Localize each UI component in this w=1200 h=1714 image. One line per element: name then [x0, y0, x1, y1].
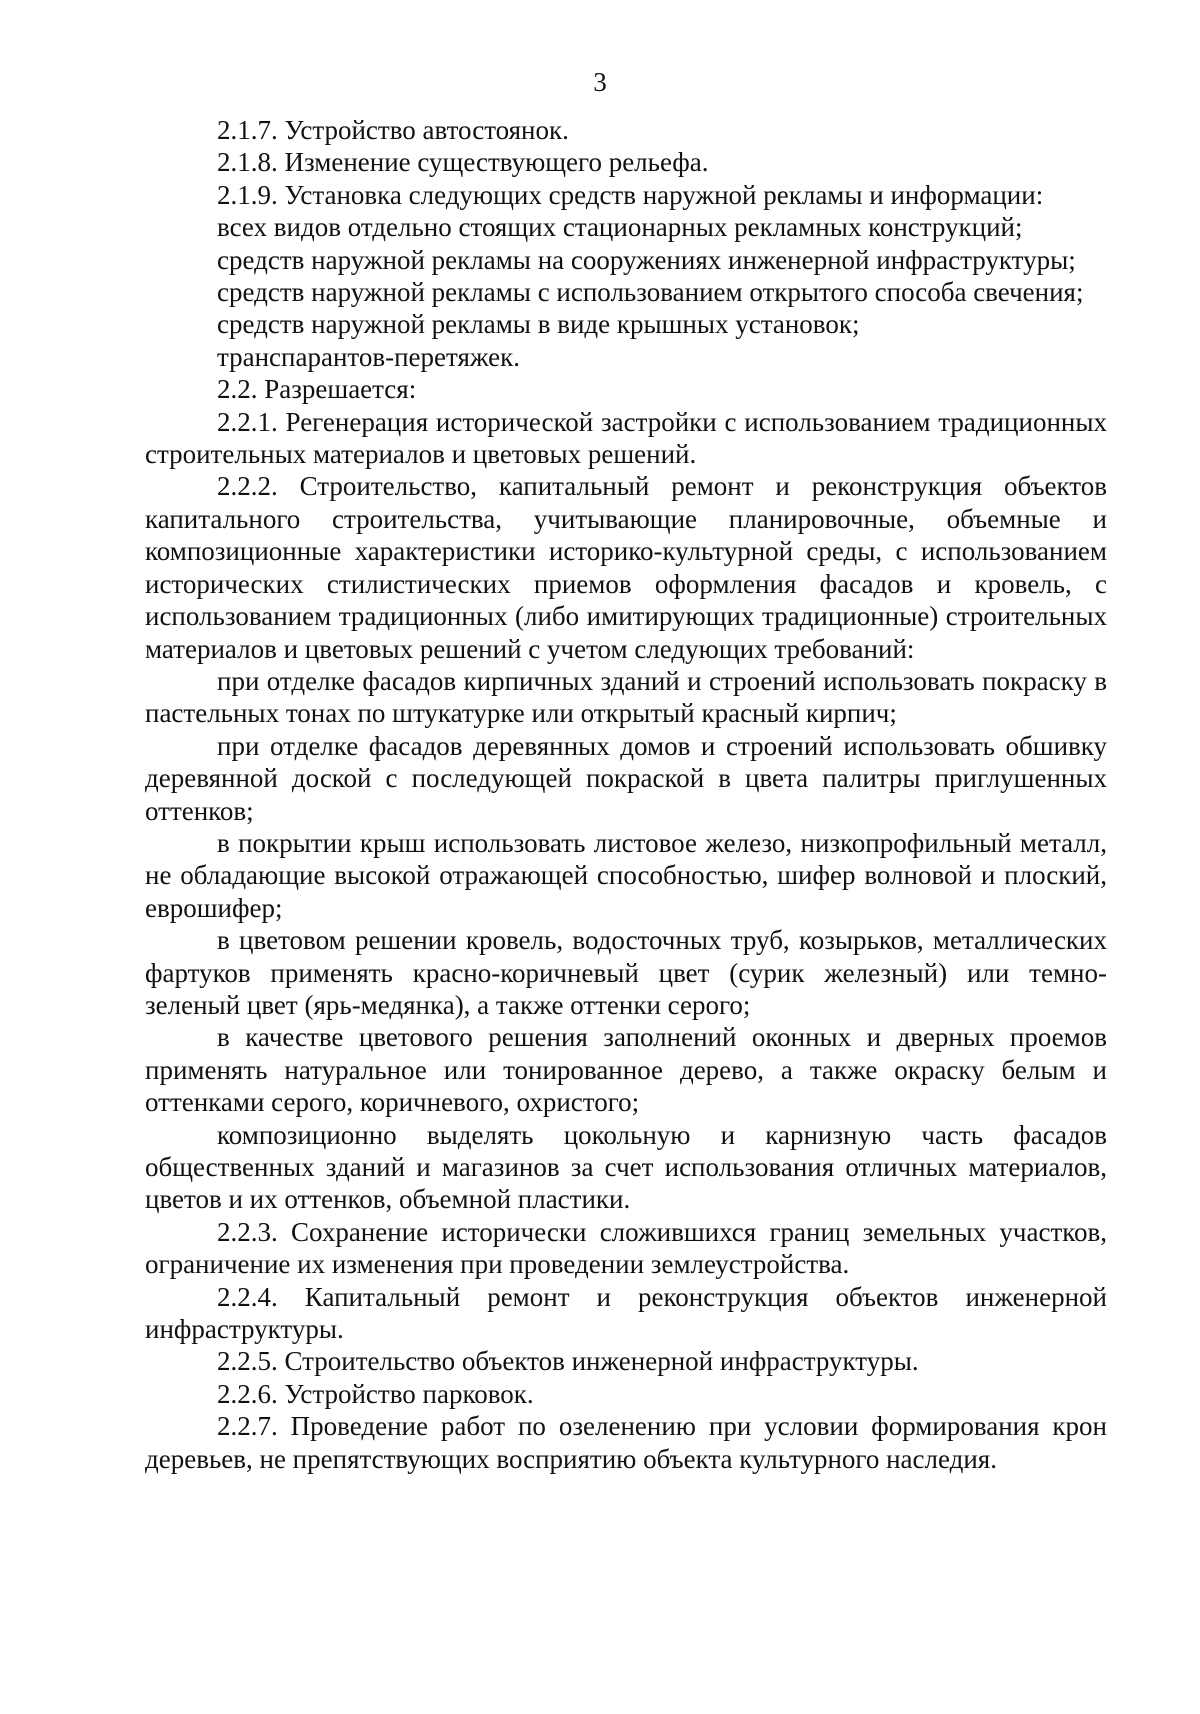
requirement-item: при отделке фасадов кирпичных зданий и строений использовать покраску в пастельных тонах по штукатурке или открытый красный кирпич;	[145, 665, 1107, 729]
requirement-item: композиционно выделять цокольную и карнизную часть фасадов общественных зданий и магазинов за счет использования отличных материалов, цветов и их оттенков, объемной пластики.	[145, 1119, 1107, 1215]
list-item: средств наружной рекламы в виде крышных установок;	[217, 309, 860, 340]
item-2-2-4: 2.2.4. Капитальный ремонт и реконструкция объектов инженерной инфраструктуры.	[145, 1281, 1107, 1345]
item-2-1-7: 2.1.7. Устройство автостоянок.	[217, 115, 569, 145]
item-2-1-8: 2.1.8. Изменение существующего рельефа.	[217, 147, 709, 178]
item-2-2-1: 2.2.1. Регенерация исторической застройки с использованием традиционных строительных материалов и цветовых решений.	[145, 406, 1107, 470]
list-item: транспарантов-перетяжек.	[217, 341, 521, 372]
item-2-2-heading: 2.2. Разрешается:	[217, 374, 417, 405]
list-item: всех видов отдельно стоящих стационарных рекламных конструкций;	[217, 212, 1023, 243]
item-2-2-2: 2.2.2. Строительство, капитальный ремонт и реконструкция объектов капитального строительства, учитывающие планировочные, объемные и композиционные характеристики историко-культурной среды, с использованием исторических стилистических приемов оформления фасадов и кровель, с использованием традиционных (либо имитирующих традиционные) строительных материалов и цветовых решений с учетом следующих требований:	[145, 471, 1107, 664]
requirement-item: в покрытии крыш использовать листовое железо, низкопрофильный металл, не обладающие высокой отражающей способностью, шифер волновой и плоский, еврошифер;	[145, 827, 1107, 923]
page-number: 3	[593, 67, 607, 97]
item-2-1-9: 2.1.9. Установка следующих средств наружной рекламы и информации:	[217, 179, 1044, 210]
list-item: средств наружной рекламы с использованием открытого способа свечения;	[217, 277, 1084, 308]
document-body	[145, 114, 1107, 1475]
item-2-2-3: 2.2.3. Сохранение исторически сложившихся границ земельных участков, ограничение их изменения при проведении землеустройства.	[145, 1216, 1107, 1280]
item-2-2-7: 2.2.7. Проведение работ по озеленению при условии формирования крон деревьев, не препятствующих восприятию объекта культурного наследия.	[145, 1411, 1107, 1474]
item-2-2-6: 2.2.6. Устройство парковок.	[217, 1378, 534, 1409]
requirement-item: в качестве цветового решения заполнений оконных и дверных проемов применять натуральное или тонированное дерево, а также окраску белым и оттенками серого, коричневого, охристого;	[145, 1022, 1107, 1118]
requirement-item: при отделке фасадов деревянных домов и строений использовать обшивку деревянной доской с последующей покраской в цвета палитры приглушенных оттенков;	[145, 730, 1107, 826]
item-2-2-5: 2.2.5. Строительство объектов инженерной инфраструктуры.	[217, 1346, 919, 1377]
requirement-item: в цветовом решении кровель, водосточных труб, козырьков, металлических фартуков применять красно-коричневый цвет (сурик железный) или темно-зеленый цвет (ярь-медянка), а также оттенки серого;	[145, 925, 1107, 1020]
list-item: средств наружной рекламы на сооружениях инженерной инфраструктуры;	[217, 244, 1076, 275]
